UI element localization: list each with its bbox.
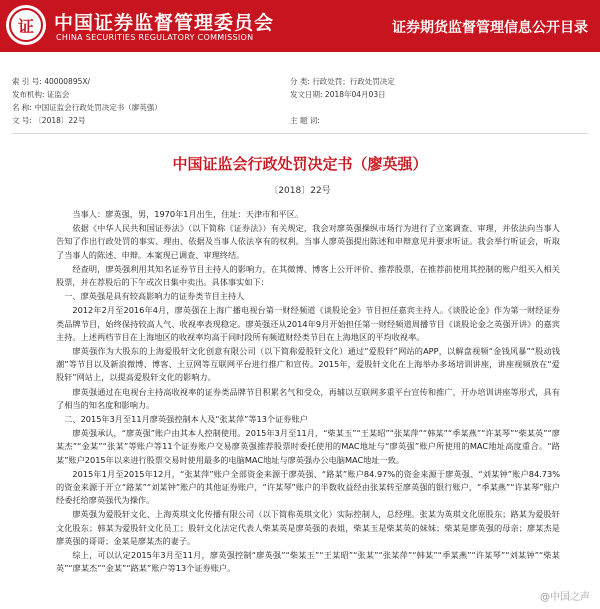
paragraph-findings: 经查明，廖英强利用其知名证券节目主持人的影响力，在其微博、博客上公开评价、推荐股票，在推荐前使用其控制的账户组买入相关股票，并在荐股后的下午或次日集中卖出。具体事实如下： [56,263,560,288]
meta-docno [12,115,85,126]
paragraph-basis: 依据《中华人民共和国证券法》（以下简称《证券法》）有关规定，我会对廖英强操纵市场行为进行了立案调查、审理，并依法向当事人告知了作出行政处罚的事实、理由、依据及当事人依法享有的权利。当事人廖英强提出陈述和申辩意见并要求听证。我会举行听证会，听取了当事人的陈述、申辩。本案现已调查、审理终结。 [56,223,560,260]
meta-date [290,89,386,100]
meta-category-value: 行政处罚；行政处罚决定 [312,77,395,86]
paragraph-company: 廖英强作为大股东的上海爱股轩文化创意有限公司（以下简称爱股轩文化）通过“爱股轩”网站的APP，以解盘视频“金钱风暴”“股动钱潮”等节目以及新浪微博、博客、土豆网等互联网平台进行推广和宣传。2015年，爱股轩文化在上海举办多场培训讲座，讲座视频放在“爱股轩”网站上，以提高爱股轩文化的影响力。 [56,346,560,383]
meta-date-label: 发文日期: [290,90,323,99]
meta-issuer [12,89,69,100]
meta-index-label: 索 引 号: [12,77,42,86]
meta-date-value: 2018年04月03日 [324,90,386,99]
meta-keywords [290,115,320,126]
meta-index-value: 40000895X/ [44,77,91,86]
section-title: 证券期货监督管理信息公开目录 [392,20,588,36]
document-body [56,208,560,576]
meta-issuer-value: 证监会 [46,90,70,99]
meta-index [12,76,90,87]
section-heading-1: 一、廖英强是具有较高影响力的证券类节目主持人 [64,291,245,302]
meta-category-label: 分 类: [290,77,310,86]
paragraph-relations: 廖英强为爱股轩文化、上海英琪文化传播有限公司（以下简称英琪文化）实际控制人，总经理。张某为英琪文化原股东；路某为爱股轩文化股东；韩某为爱股轩文化员工；股轩文化法定代表人柴某英是廖英强的表姐，柴某玉是柴某英的妹妹；柴某是廖英强的母亲；廖某杰是廖英强的哥哥；金某是廖某杰的妻子。 [56,509,560,546]
section-heading-2: 二、2015年3月至11月廖英强控制本人及“张某萍”等13个证券账户 [64,414,308,425]
meta-name-value: 中国证监会行政处罚决定书（廖英强） [34,103,162,112]
paragraph-influence: 廖英强通过在电视台主持高收视率的证券类品牌节目积累名气和受众，再辅以互联网多重平台宣传和推广，开办培训讲座等形式，具有了相当的知名度和影响力。 [56,386,560,410]
site-header [0,0,600,52]
metadata-divider [12,133,588,134]
org-name-en: CHINA SECURITIES REGULATORY COMMISSION [56,33,254,42]
paragraph-summary: 综上，可以认定2015年3月至11月，廖英强控制“廖英强”“柴某玉”“王某昭”“张某”“张某萍”“韩某”“季某燕”“许某琴”“刘某钟”“柴某英”“廖某杰”“金某”“路某”账户等13个证券账户。 [56,550,560,574]
org-name-cn: 中国证券监督管理委员会 [54,12,275,34]
paragraph-host: 2012年2月至2016年4月，廖英强在上海广播电视台第一财经频道《谈股论金》节目担任嘉宾主持人。《谈股论金》作为第一财经证券类品牌节目，始终保持较高人气、收视率表现稳定。廖英强还从2014年9月开始担任第一财经频道周播节目《谈股论金之英强开讲》的嘉宾主持。上述两档节目在上海地区的收视率均高于同时段所有频道财经类节目在上海地区的平均收视率。 [56,305,560,342]
csrc-logo [6,5,46,45]
meta-docno-value: 〔2018〕22号 [34,116,86,125]
document-title: 中国证监会行政处罚决定书（廖英强） [172,155,428,173]
paragraph-party: 当事人：廖英强，男，1970年1月出生，住址：天津市和平区。 [72,209,304,219]
csrc-emblem-icon: 证 [9,8,43,42]
paragraph-accounts: 廖英强承认，“廖英强”账户由其本人控制使用。2015年3月至11月，“柴某玉”“王某昭”“张某萍”“韩某”“季某燕”“许某琴”“柴某英”“廖某杰”“金某”“张某”等账户等11个证券账户交易廖英强推荐股票时委托使用的MAC地址与“廖英强”账户所使用的MAC地址高度重合。“路某”账户2015年以来进行股票交易时使用最多的电脑MAC地址与廖英强办公电脑MAC地址一致。 [56,428,560,465]
meta-name [12,102,162,113]
meta-name-label: 名 称: [12,103,32,112]
meta-category [290,76,395,87]
meta-issuer-label: 发布机构: [12,90,45,99]
paragraph-funds: 2015年1月至2015年12月，“张某萍”账户全部资金来源于廖英强、“路某”账户84.97%的资金来源于廖英强、“刘某钟”账户84.73%的资金来源于开立“路某”“刘某钟”账户的其他证券账户，“许某琴”账户的半数收益经由张某转至廖英强的银行账户，“季某燕”“许某琴”账户经委托给廖英强代为操作。 [56,468,560,506]
meta-keywords-label: 主 题 词: [290,116,320,125]
document-number: 〔2018〕22号 [269,186,331,196]
meta-docno-label: 文 号: [12,116,32,125]
source-watermark: @中国之声 [540,592,590,603]
